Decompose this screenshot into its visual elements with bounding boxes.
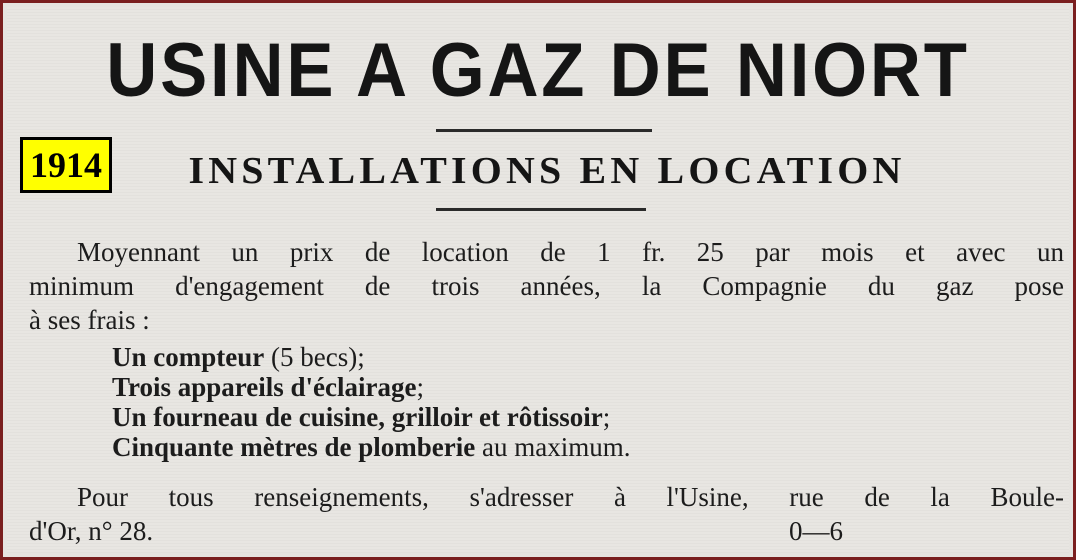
headline: USINE A GAZ DE NIORT [106, 28, 970, 113]
list-item-bold: Un compteur [112, 342, 265, 372]
paragraph-line: à ses frais : [29, 305, 150, 335]
address-text: d'Or, n° 28. [29, 516, 154, 546]
list-item-bold: Trois appareils d'éclairage [112, 372, 417, 402]
equipment-list [112, 342, 1012, 462]
divider-rule-bottom [436, 208, 646, 211]
list-item [112, 432, 1012, 462]
list-item-rest: ; [602, 402, 611, 432]
paragraph-line: minimum d'engagement de trois années, la Compagnie du gaz pose [29, 271, 1064, 301]
list-item-rest: ; [416, 372, 425, 402]
paragraph-line: Moyennant un prix de location de 1 fr. 25 par mois et avec un [77, 237, 1064, 267]
ad-code: 0—6 [789, 516, 843, 546]
paragraph-last-line [29, 514, 1064, 548]
newspaper-clipping [7, 7, 1069, 553]
list-item [112, 372, 1012, 402]
list-item-bold: Cinquante mètres de plomberie [112, 432, 476, 462]
list-item-rest: au maximum. [475, 432, 631, 462]
contact-paragraph [29, 480, 1064, 548]
list-item [112, 402, 1012, 432]
year-badge: 1914 [20, 137, 112, 193]
list-item [112, 342, 1012, 372]
subheading: INSTALLATIONS EN LOCATION [188, 150, 906, 192]
list-item-bold: Un fourneau de cuisine, grilloir et rôtissoir [112, 402, 603, 432]
paragraph-line: Pour tous renseignements, s'adresser à l'Usine, rue de la Boule- [77, 482, 1064, 512]
list-item-rest: (5 becs); [264, 342, 365, 372]
intro-paragraph [29, 235, 1064, 337]
divider-rule-top [436, 129, 652, 132]
